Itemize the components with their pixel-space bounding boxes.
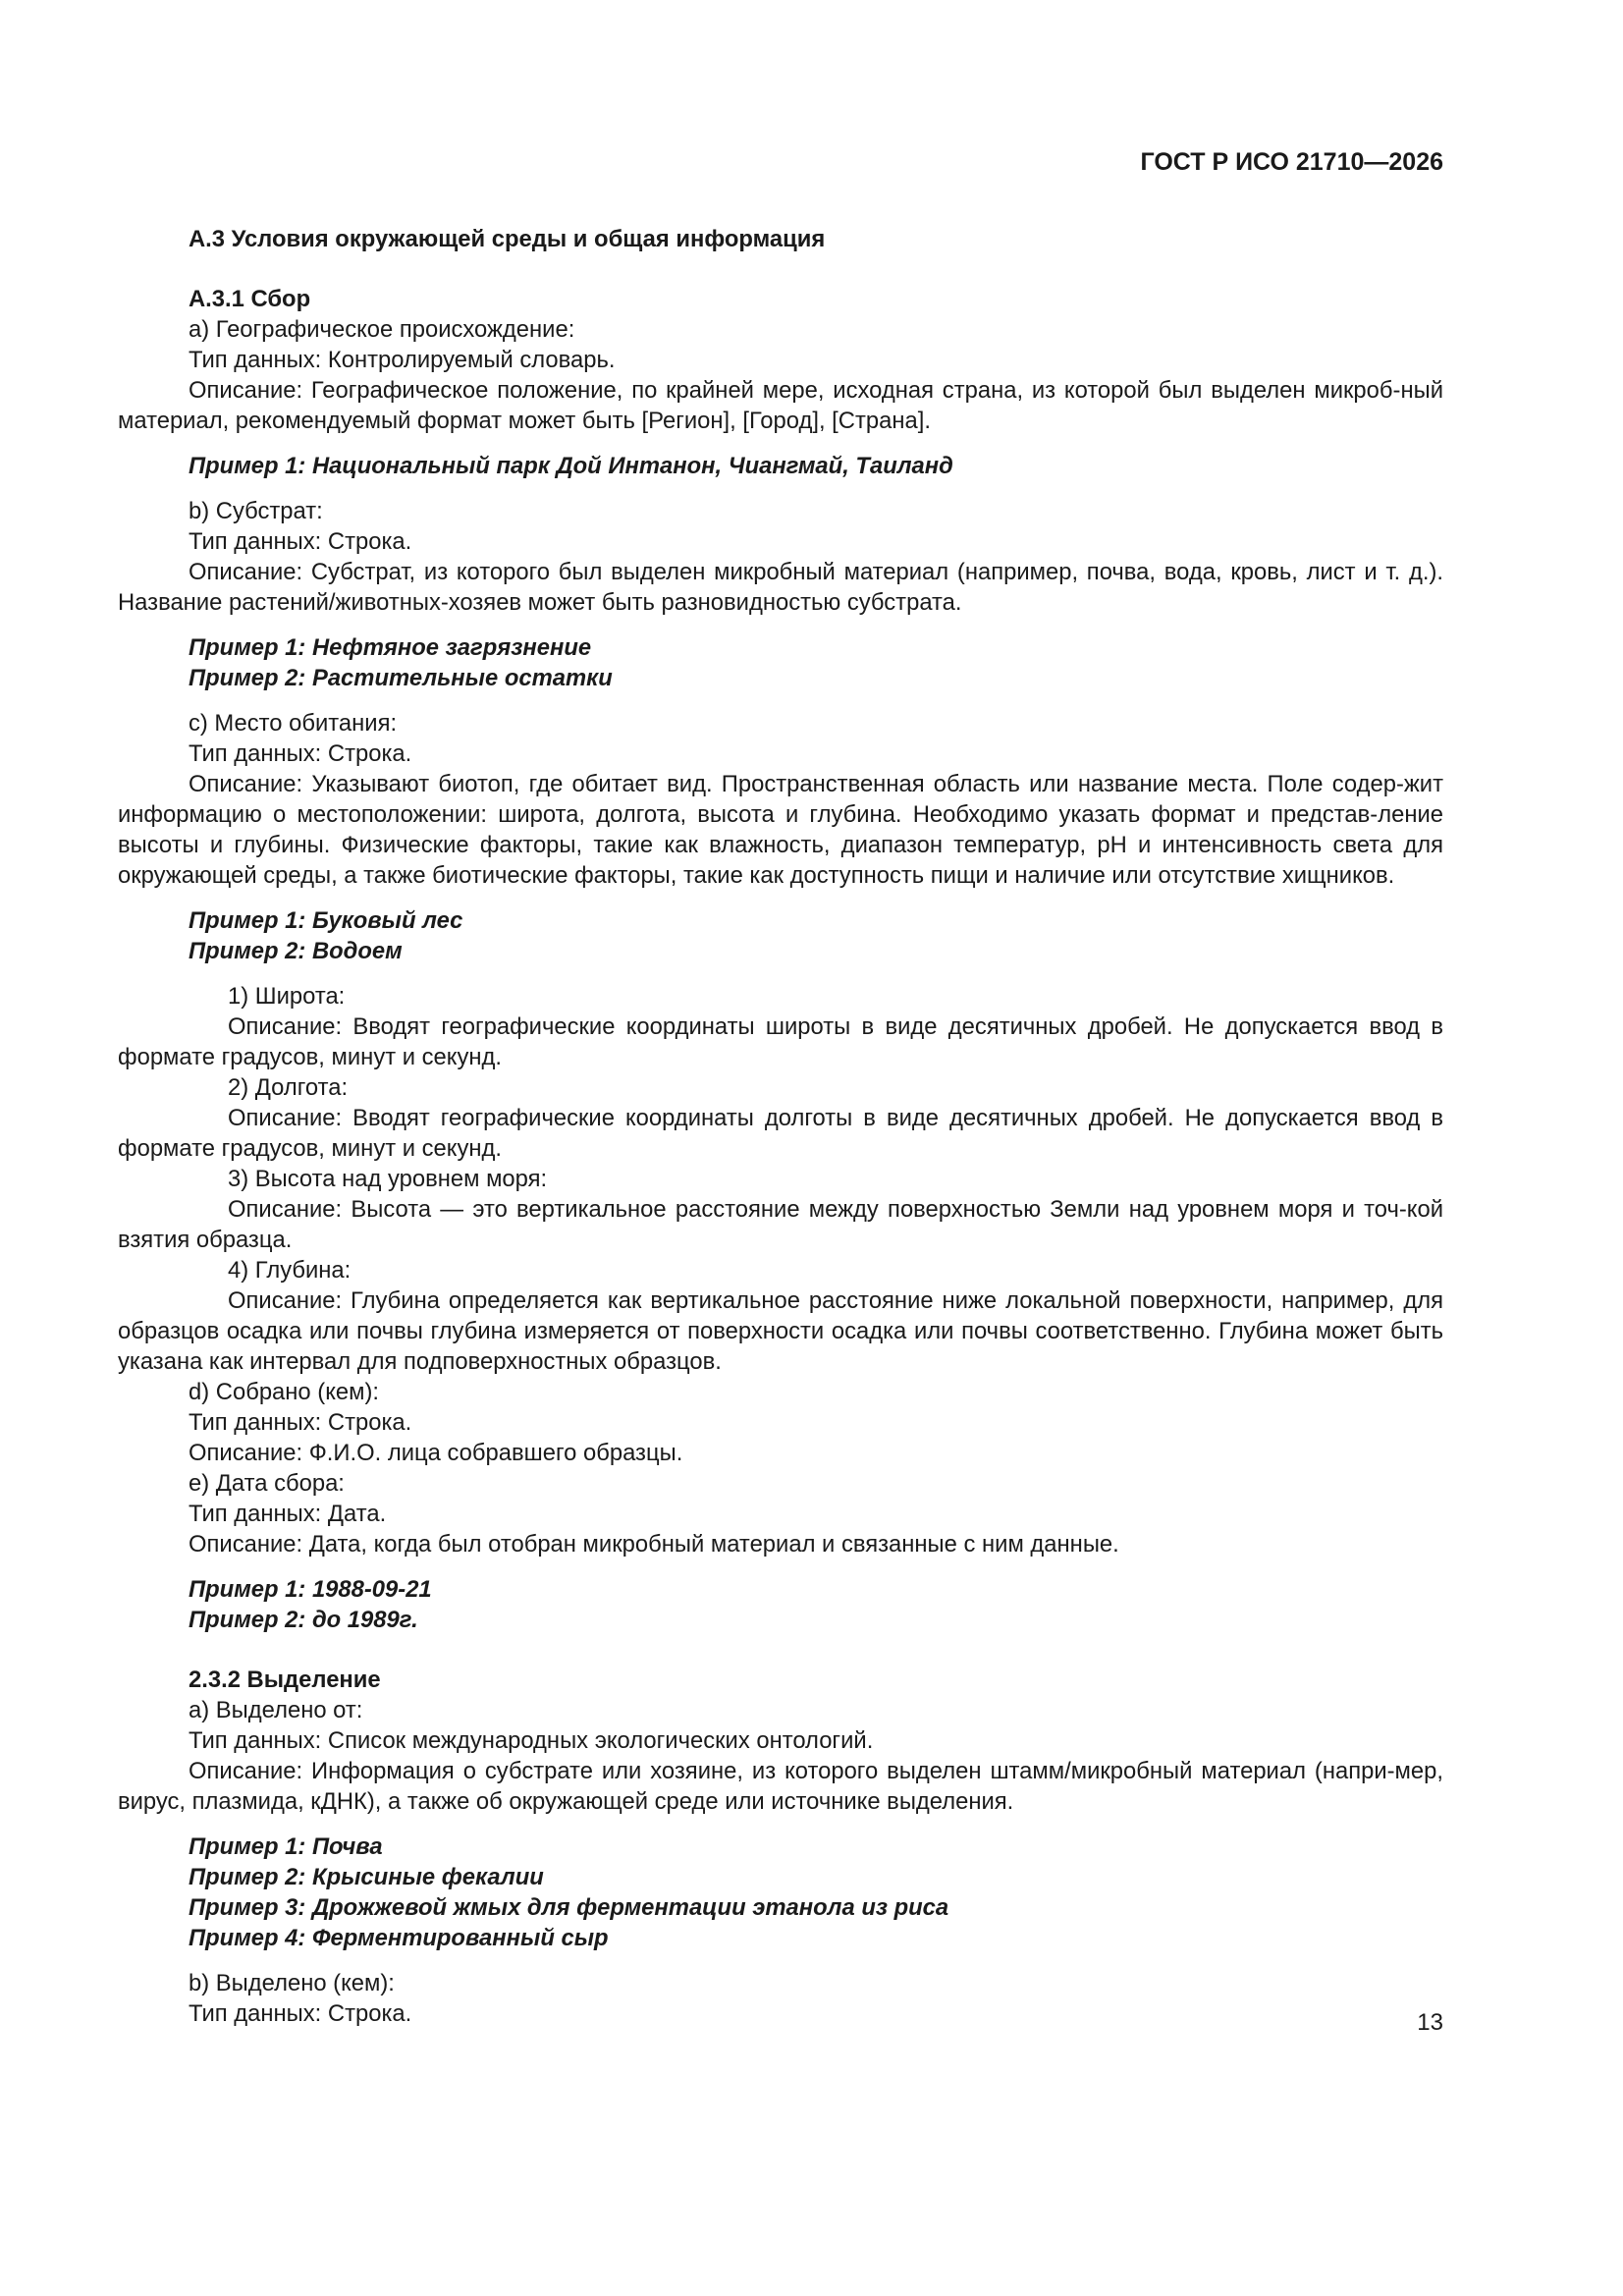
data-type: Тип данных: Дата. xyxy=(189,1501,387,1527)
subitem-title: 4) Глубина: xyxy=(228,1257,352,1284)
document-header: ГОСТ Р ИСО 21710—2026 xyxy=(1140,148,1443,176)
example: Пример 1: Буковый лес xyxy=(189,907,463,934)
document-body xyxy=(118,224,1443,2029)
subsection-heading: А.3.1 Сбор xyxy=(189,286,311,312)
example: Пример 2: Водоем xyxy=(189,938,403,964)
data-type: Тип данных: Строка. xyxy=(189,1409,412,1436)
item-title: а) Выделено от: xyxy=(189,1697,363,1723)
example: Пример 2: Растительные остатки xyxy=(189,665,613,691)
data-type: Тип данных: Строка. xyxy=(189,2000,412,2027)
description: Описание: Ф.И.О. лица собравшего образцы. xyxy=(189,1440,683,1466)
item-title: е) Дата сбора: xyxy=(189,1470,345,1497)
description: Описание: Субстрат, из которого был выделен микробный материал (например, почва, вода, кровь, лист и т. д.). Название растений/животных-хозяев может быть разновидностью субстрата. xyxy=(118,559,1443,616)
description: Описание: Вводят географические координаты широты в виде десятичных дробей. Не допускается ввод в формате градусов, минут и секунд. xyxy=(118,1013,1443,1070)
subitem-title: 1) Широта: xyxy=(228,983,346,1010)
description: Описание: Географическое положение, по крайней мере, исходная страна, из которой был выделен микроб-ный материал, рекомендуемый формат может быть [Регион], [Город], [Страна]. xyxy=(118,377,1443,434)
example: Пример 1: Национальный парк Дой Интанон, Чиангмай, Таиланд xyxy=(189,453,953,479)
item-title: d) Собрано (кем): xyxy=(189,1379,380,1405)
example: Пример 2: до 1989г. xyxy=(189,1607,418,1633)
description: Описание: Указывают биотоп, где обитает вид. Пространственная область или название места. Поле содер-жит информацию о местоположении: широта, долгота, высота и глубина. Необходимо указать формат и представ-ление высоты и глубины. Физические факторы, такие как влажность, диапазон температур, pH и интенсивность света для окружающей среды, а также биотические факторы, такие как доступность пищи и наличие или отсутствие хищников. xyxy=(118,771,1443,889)
page-number: 13 xyxy=(1417,2009,1443,2036)
example: Пример 1: Нефтяное загрязнение xyxy=(189,634,592,661)
data-type: Тип данных: Строка. xyxy=(189,528,412,555)
subsection-heading: 2.3.2 Выделение xyxy=(189,1667,381,1693)
example: Пример 4: Ферментированный сыр xyxy=(189,1925,609,1951)
description: Описание: Глубина определяется как вертикальное расстояние ниже локальной поверхности, например, для образцов осадка или почвы глубина измеряется от поверхности осадка или почвы соответственно. Глубина может быть указана как интервал для подповерхностных образцов. xyxy=(118,1287,1443,1375)
example: Пример 3: Дрожжевой жмых для ферментации этанола из риса xyxy=(189,1894,949,1921)
example: Пример 1: 1988-09-21 xyxy=(189,1576,432,1603)
subitem-title: 2) Долгота: xyxy=(228,1074,349,1101)
example: Пример 2: Крысиные фекалии xyxy=(189,1864,544,1890)
example: Пример 1: Почва xyxy=(189,1833,383,1860)
description: Описание: Вводят географические координаты долготы в виде десятичных дробей. Не допускается ввод в формате градусов, минут и секунд. xyxy=(118,1105,1443,1162)
data-type: Тип данных: Строка. xyxy=(189,740,412,767)
description: Описание: Дата, когда был отобран микробный материал и связанные с ним данные. xyxy=(189,1531,1119,1558)
description: Описание: Высота — это вертикальное расстояние между поверхностью Земли над уровнем моря и точ-кой взятия образца. xyxy=(118,1196,1443,1253)
item-title: с) Место обитания: xyxy=(189,710,398,737)
section-heading: А.3 Условия окружающей среды и общая информация xyxy=(189,226,826,252)
data-type: Тип данных: Список международных экологических онтологий. xyxy=(189,1727,874,1754)
subitem-title: 3) Высота над уровнем моря: xyxy=(228,1166,548,1192)
data-type: Тип данных: Контролируемый словарь. xyxy=(189,347,616,373)
item-title: b) Выделено (кем): xyxy=(189,1970,395,1996)
item-title: b) Субстрат: xyxy=(189,498,323,524)
item-title: а) Географическое происхождение: xyxy=(189,316,575,343)
description: Описание: Информация о субстрате или хозяине, из которого выделен штамм/микробный материал (напри-мер, вирус, плазмида, кДНК), а также об окружающей среде или источнике выделения. xyxy=(118,1758,1443,1815)
